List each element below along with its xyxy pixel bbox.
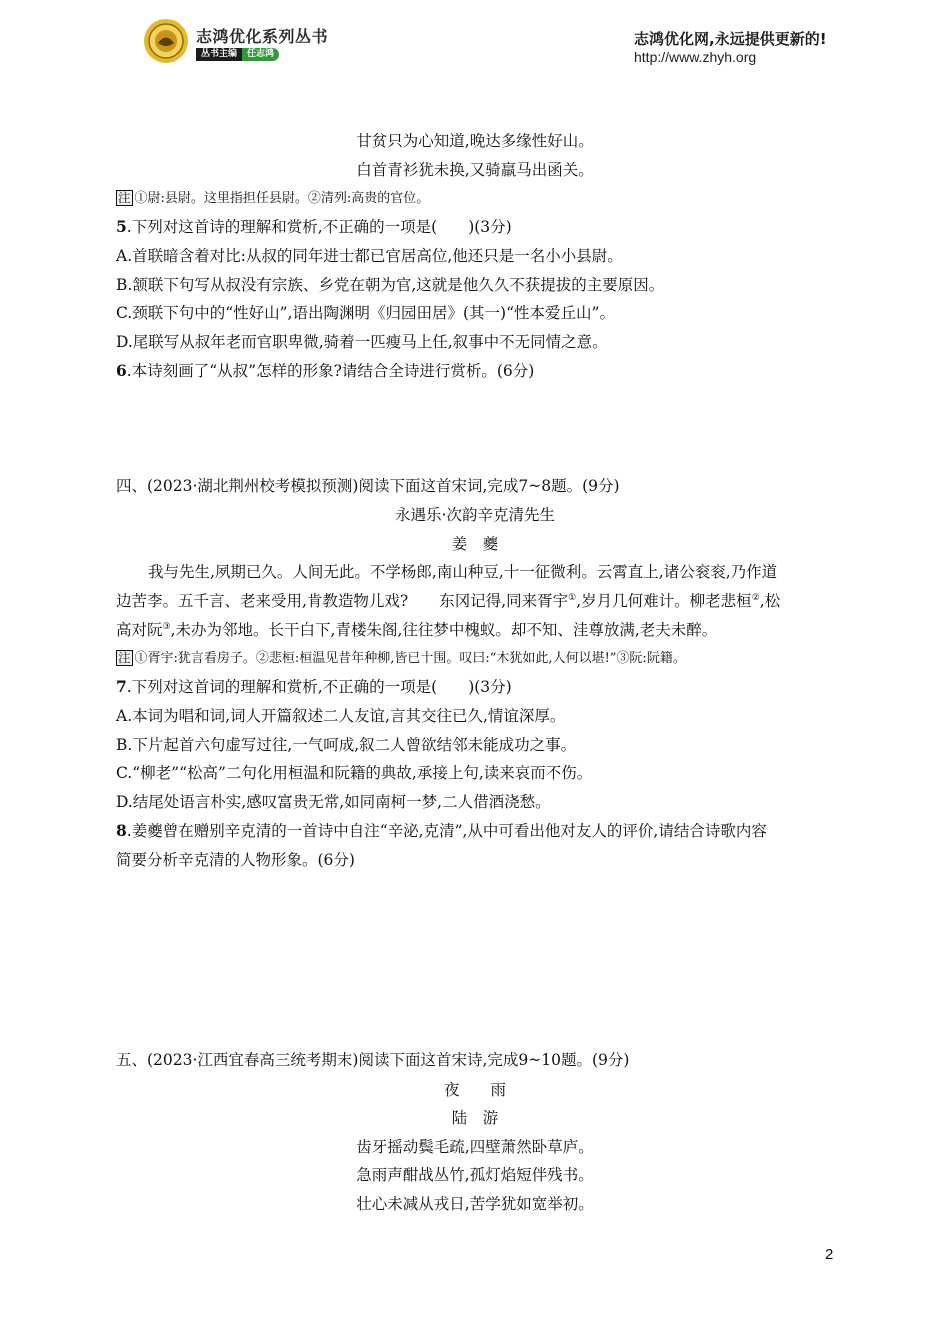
annotation [116, 188, 429, 210]
poem-author: 陆 游 [451, 1109, 499, 1127]
poem-text-line [116, 619, 717, 641]
poem-author: 姜 夔 [451, 535, 499, 553]
option-b: B.下片起首六句虚写过往,一气呵成,叙二人曾欲结邻未能成功之事。 [116, 736, 577, 754]
footnote-marker: ③ [162, 621, 171, 632]
section-heading: 五、(2023·江西宜春高三统考期末)阅读下面这首宋诗,完成9~10题。(9分) [116, 1051, 630, 1069]
note-text: ①胥宇:犹言看房子。②悲桓:桓温见昔年种柳,皆已十围。叹曰:“木犹如此,人何以堪!”③阮:阮籍。 [134, 651, 686, 666]
option-d: D.结尾处语言朴实,感叹富贵无常,如同南柯一梦,二人借酒浇愁。 [116, 793, 551, 811]
brand-title: 志鸿优化系列丛书 [196, 27, 329, 46]
question-stem: .姜夔曾在赠别辛克清的一首诗中自注“辛泌,克清”,从中可看出他对友人的评价,请结合诗歌内容 [126, 822, 767, 840]
annotation [116, 648, 686, 670]
option-a: A.本词为唱和词,词人开篇叙述二人友谊,言其交往已久,情谊深厚。 [116, 707, 566, 725]
brand-sub-label: 丛书主编 [196, 48, 242, 61]
slogan: 志鸿优化网,永远提供更新的! [634, 30, 827, 48]
question-6 [116, 360, 534, 382]
brand-subtitle [196, 48, 279, 61]
note-tag: 注 [118, 650, 131, 665]
poem-line: 白首青衫犹未换,又骑羸马出函关。 [356, 161, 594, 179]
option-b: B.颔联下句写从叔没有宗族、乡党在朝为官,这就是他久久不获提拔的主要原因。 [116, 276, 665, 294]
footnote-marker: ② [751, 592, 760, 603]
question-number: 5 [116, 217, 127, 236]
poem-text-line: 我与先生,夙期已久。人间无此。不学杨郎,南山种豆,十一征微利。云霄直上,诸公衮衮,乃作道 [148, 563, 778, 581]
poem-text: 高对阮 [116, 621, 163, 639]
question-number: 7 [116, 677, 127, 696]
poem-title: 永遇乐·次韵辛克清先生 [395, 506, 555, 524]
question-stem: .下列对这首诗的理解和赏析,不正确的一项是( )(3分) [126, 218, 512, 236]
page-number: 2 [825, 1246, 834, 1263]
brand-editor-name: 任志鸿 [242, 48, 279, 61]
poem-text: 边苦李。五千言、老来受用,肯教造物儿戏? 东冈记得,同来胥宇 [116, 592, 569, 610]
question-5 [116, 216, 512, 238]
page-header [0, 0, 950, 80]
poem-line: 齿牙摇动鬓毛疏,四壁萧然卧草庐。 [356, 1138, 594, 1156]
poem-text: ,松 [759, 592, 781, 610]
question-7 [116, 676, 512, 698]
footnote-marker: ① [568, 592, 577, 603]
section-heading: 四、(2023·湖北荆州校考模拟预测)阅读下面这首宋词,完成7~8题。(9分) [116, 477, 620, 495]
poem-text: ,未办为邻地。长干白下,青楼朱阁,往往梦中槐蚁。却不知、洼尊放满,老夫未醉。 [170, 621, 718, 639]
poem-text: ,岁月几何难计。柳老悲桓 [576, 592, 752, 610]
question-stem-continued: 简要分析辛克清的人物形象。(6分) [116, 851, 355, 869]
question-8 [116, 820, 767, 842]
note-text: ①尉:县尉。这里指担任县尉。②清列:高贵的官位。 [134, 191, 430, 206]
option-a: A.首联暗含着对比:从叔的同年进士都已官居高位,他还只是一名小小县尉。 [116, 247, 623, 265]
note-tag: 注 [118, 190, 131, 205]
poem-text-line [116, 590, 780, 612]
option-c: C.“柳老”“松高”二句化用桓温和阮籍的典故,承接上句,读来哀而不伤。 [116, 764, 593, 782]
question-number: 8 [116, 821, 127, 840]
poem-line: 甘贫只为心知道,晚达多缘性好山。 [356, 132, 594, 150]
question-stem: .下列对这首词的理解和赏析,不正确的一项是( )(3分) [126, 678, 512, 696]
publisher-logo-icon [143, 18, 189, 64]
poem-line: 壮心未减从戎日,苦学犹如宽举初。 [356, 1195, 594, 1213]
poem-line: 急雨声酣战丛竹,孤灯焰短伴残书。 [356, 1166, 594, 1184]
option-d: D.尾联写从叔年老而官职卑微,骑着一匹瘦马上任,叙事中不无同情之意。 [116, 333, 608, 351]
site-url[interactable]: http://www.zhyh.org [634, 49, 757, 65]
question-number: 6 [116, 361, 127, 380]
question-stem: .本诗刻画了“从叔”怎样的形象?请结合全诗进行赏析。(6分) [126, 362, 535, 380]
option-c: C.颈联下句中的“性好山”,语出陶渊明《归园田居》(其一)“性本爱丘山”。 [116, 304, 615, 322]
poem-title: 夜 雨 [443, 1081, 506, 1099]
